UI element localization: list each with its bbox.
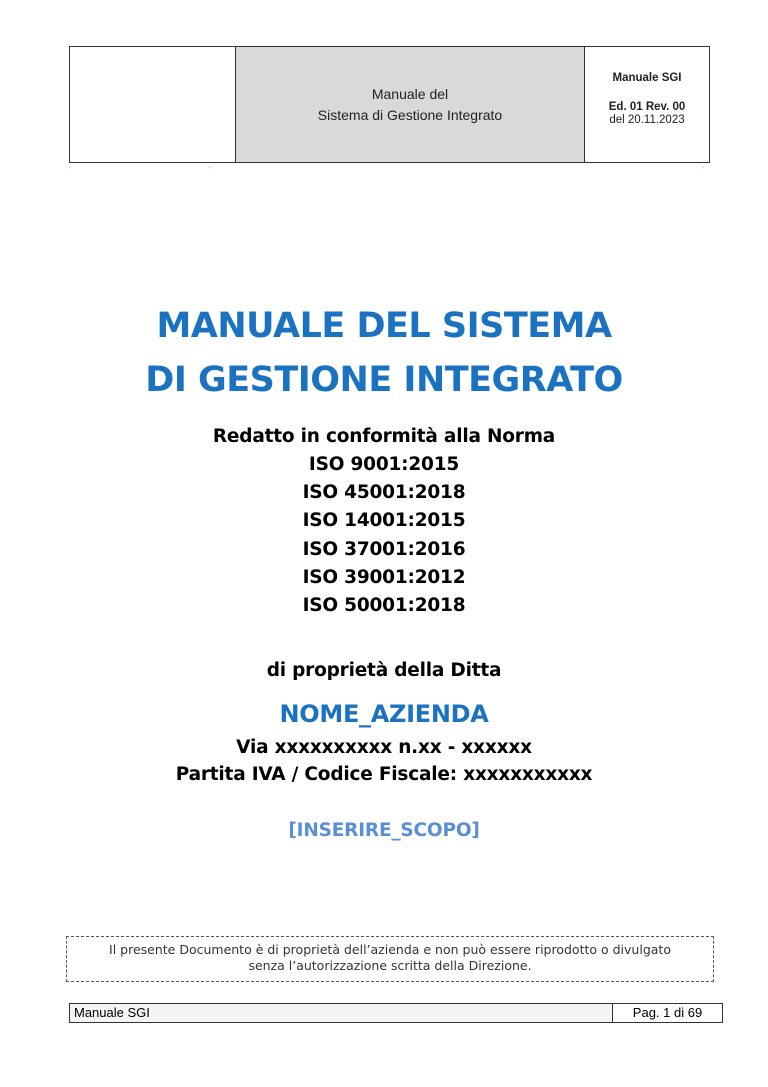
ownership-intro: di proprietà della Ditta [266, 660, 502, 681]
logo-cell [70, 47, 236, 162]
disclaimer-line2: senza l’autorizzazione scritta della Direzione. [248, 958, 532, 973]
company-name: NOME_AZIENDA [279, 700, 489, 728]
header-info-cell [585, 47, 709, 162]
header-title-line1: Manuale del [371, 85, 449, 102]
disclaimer-box [66, 936, 714, 982]
scope-placeholder: [INSERIRE_SCOPO] [288, 820, 480, 841]
footer-page-number: Pag. 1 di 69 [632, 1005, 703, 1020]
conformity-intro: Redatto in conformità alla Norma [212, 426, 556, 447]
standard-item: ISO 14001:2015 [302, 510, 466, 531]
standard-item: ISO 45001:2018 [302, 482, 466, 503]
document-footer [69, 1003, 723, 1023]
margin-tick: ' [209, 166, 211, 173]
margin-tick: ' [69, 166, 71, 173]
cover-title-line1: MANUALE DEL SISTEMA [156, 306, 612, 346]
header-date: del 20.11.2023 [609, 114, 685, 126]
standard-item: ISO 37001:2016 [302, 539, 466, 560]
company-address: Via xxxxxxxxxx n.xx - xxxxxx [236, 737, 532, 758]
standard-item: ISO 50001:2018 [302, 595, 466, 616]
header-title-line2: Sistema di Gestione Integrato [317, 106, 503, 123]
standard-item: ISO 9001:2015 [308, 454, 460, 475]
document-header [69, 46, 710, 163]
header-title-cell [236, 47, 585, 162]
header-edition: Ed. 01 Rev. 00 [608, 101, 686, 113]
cover-title-line2: DI GESTIONE INTEGRATO [145, 360, 623, 400]
header-doc-name: Manuale SGI [612, 72, 682, 84]
company-vat: Partita IVA / Codice Fiscale: xxxxxxxxxxx [175, 764, 593, 785]
footer-doc-name: Manuale SGI [70, 1004, 613, 1022]
standard-item: ISO 39001:2012 [302, 567, 466, 588]
disclaimer-line1: Il presente Documento è di proprietà dell’azienda e non può essere riprodotto o divulgato [109, 942, 671, 957]
margin-tick: ' [703, 166, 705, 173]
